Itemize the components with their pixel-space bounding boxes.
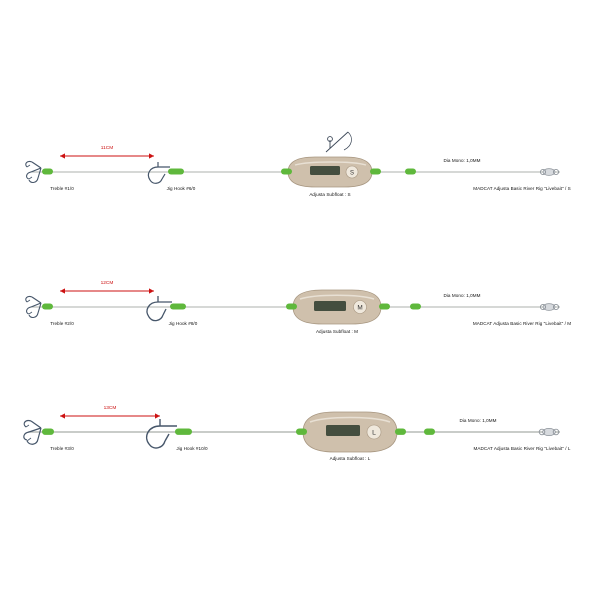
subfloat-icon [288, 157, 372, 187]
green-sleeve-float-left [296, 429, 307, 435]
subfloat-label: Adjusta Subfloat : L [329, 456, 371, 461]
jig-hook-icon [147, 296, 172, 321]
rig-row-m [0, 245, 600, 365]
subfloat-label: Adjusta Subfloat : S [309, 192, 351, 197]
green-sleeve-jig [175, 429, 192, 435]
green-bead [424, 429, 435, 435]
product-label: MADCAT Adjusta Basic River Rig "Livebait" / M [472, 321, 572, 326]
green-sleeve-float-right [395, 429, 406, 435]
jig-hook-label: Jig Hook #8/0 [168, 321, 198, 326]
rig-illustration-l [0, 370, 600, 490]
green-sleeve [42, 169, 53, 175]
dimension-arrow [60, 153, 154, 158]
green-sleeve-float-left [281, 169, 292, 175]
mono-label: Dia Mono: 1,0MM [443, 158, 481, 163]
dimension-label: 11CM [100, 146, 114, 151]
svg-text:L: L [372, 429, 376, 437]
dimension-arrow [60, 413, 160, 418]
product-label: MADCAT Adjusta Basic River Rig "Livebait" / S [473, 186, 571, 191]
rig-illustration-s [0, 110, 600, 230]
dimension-label: 12CM [100, 281, 114, 286]
jig-hook-label: Jig Hook #10/0 [176, 446, 208, 451]
green-sleeve [42, 429, 54, 435]
green-sleeve-float-right [379, 304, 390, 310]
mono-label: Dia Mono: 1,0MM [443, 293, 481, 298]
svg-text:S: S [349, 170, 355, 177]
dimension-arrow [60, 288, 154, 293]
rod-icon [326, 132, 351, 152]
rig-row-s [0, 110, 600, 230]
jig-hook-icon [148, 162, 170, 183]
rig-illustration-m [0, 245, 600, 365]
svg-text:M: M [357, 304, 363, 312]
treble-label: Treble #2/0 [50, 321, 74, 326]
green-sleeve-jig [168, 169, 184, 175]
mono-label: Dia Mono: 1,0MM [459, 418, 497, 423]
subfloat-icon [293, 290, 381, 324]
rig-row-l [0, 370, 600, 490]
green-sleeve [42, 304, 53, 310]
subfloat-label: Adjusta Subfloat : M [315, 329, 359, 334]
jig-hook-icon [147, 419, 177, 448]
product-label: MADCAT Adjusta Basic River Rig "Livebait" / L [473, 446, 571, 451]
green-sleeve-float-left [286, 304, 297, 310]
jig-hook-label: Jig Hook #6/0 [166, 186, 196, 191]
treble-label: Treble #3/0 [50, 446, 74, 451]
green-bead [405, 169, 416, 175]
dimension-label: 13CM [103, 406, 117, 411]
subfloat-icon [303, 412, 397, 452]
green-sleeve-jig [170, 304, 186, 310]
green-bead [410, 304, 421, 310]
treble-label: Treble #1/0 [50, 186, 74, 191]
green-sleeve-float-right [370, 169, 381, 175]
